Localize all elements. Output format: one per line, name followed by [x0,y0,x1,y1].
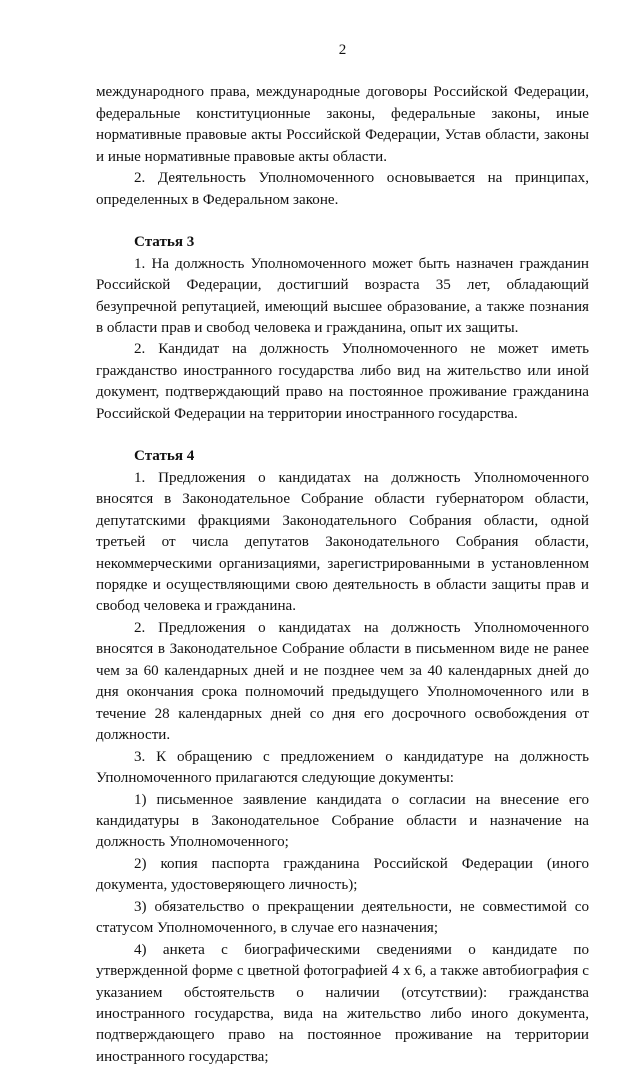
article-4-paragraph-1: 1. Предложения о кандидатах на должность Уполномоченного вносятся в Законодательное Собрание области губернатором области, депутатскими фракциями Законодательного Собрания области, одной третьей от числа депутатов Законодательного Собрания области, некоммерческими организациями, зарегистрированными в установленном порядке и осуществляющими свою деятельность в области защиты прав и свобод человека и гражданина. [96,469,589,615]
paragraph-principles: 2. Деятельность Уполномоченного основывается на принципах, определенных в Федеральном законе. [96,170,589,208]
page-number: 2 [338,42,347,58]
document-list-item: 3) обязательство о прекращении деятельности, не совместимой со статусом Уполномоченного, в случае его назначения; [96,898,589,937]
article-3-heading: Статья 3 [134,234,195,251]
document-list-item: 2) копия паспорта гражданина Российской Федерации (иного документа, удостоверяющего личность); [96,855,589,894]
article-4-paragraph-2: 2. Предложения о кандидатах на должность Уполномоченного вносятся в Законодательное Собрание области в письменном виде не ранее чем за 60 календарных дней и не позднее чем за 40 календарных дней до дня окончания срока полномочий предыдущего Уполномоченного или в течение 28 календарных дней со дня его досрочного освобождения от должности. [96,619,589,744]
document-list-item: 4) анкета с биографическими сведениями о кандидате по утвержденной форме с цветной фотографией 4 х 6, а также автобиография с указанием обстоятельств о наличии (отсутствии): гражданства иностранного государства, вида на жительство либо иного документа, подтверждающего право на постоянное проживание на территории иностранного государства; [96,941,589,1065]
article-4-heading: Статья 4 [134,448,195,465]
article-4-paragraph-3: 3. К обращению с предложением о кандидатуре на должность Уполномоченного прилагаются следующие документы: [96,748,589,787]
article-3-paragraph-2: 2. Кандидат на должность Уполномоченного не может иметь гражданство иностранного государства либо вид на жительство или иной документ, подтверждающий право на постоянное проживание гражданина Российской Федерации на территории иностранного государства. [96,341,589,422]
paragraph-continuation: международного права, международные договоры Российской Федерации, федеральные конституционные законы, федеральные законы, иные нормативные правовые акты Российской Федерации, Устав области, законы и иные нормативные правовые акты области. [96,84,589,165]
document-list-item: 1) письменное заявление кандидата о согласии на внесение его кандидатуры в Законодательное Собрание области и назначение на должность Уполномоченного; [96,791,589,851]
article-3-paragraph-1: 1. На должность Уполномоченного может быть назначен гражданин Российской Федерации, достигший возраста 35 лет, обладающий безупречной репутацией, имеющий высшее образование, а также познания в области прав и свобод человека и гражданина, опыт их защиты. [96,255,589,336]
